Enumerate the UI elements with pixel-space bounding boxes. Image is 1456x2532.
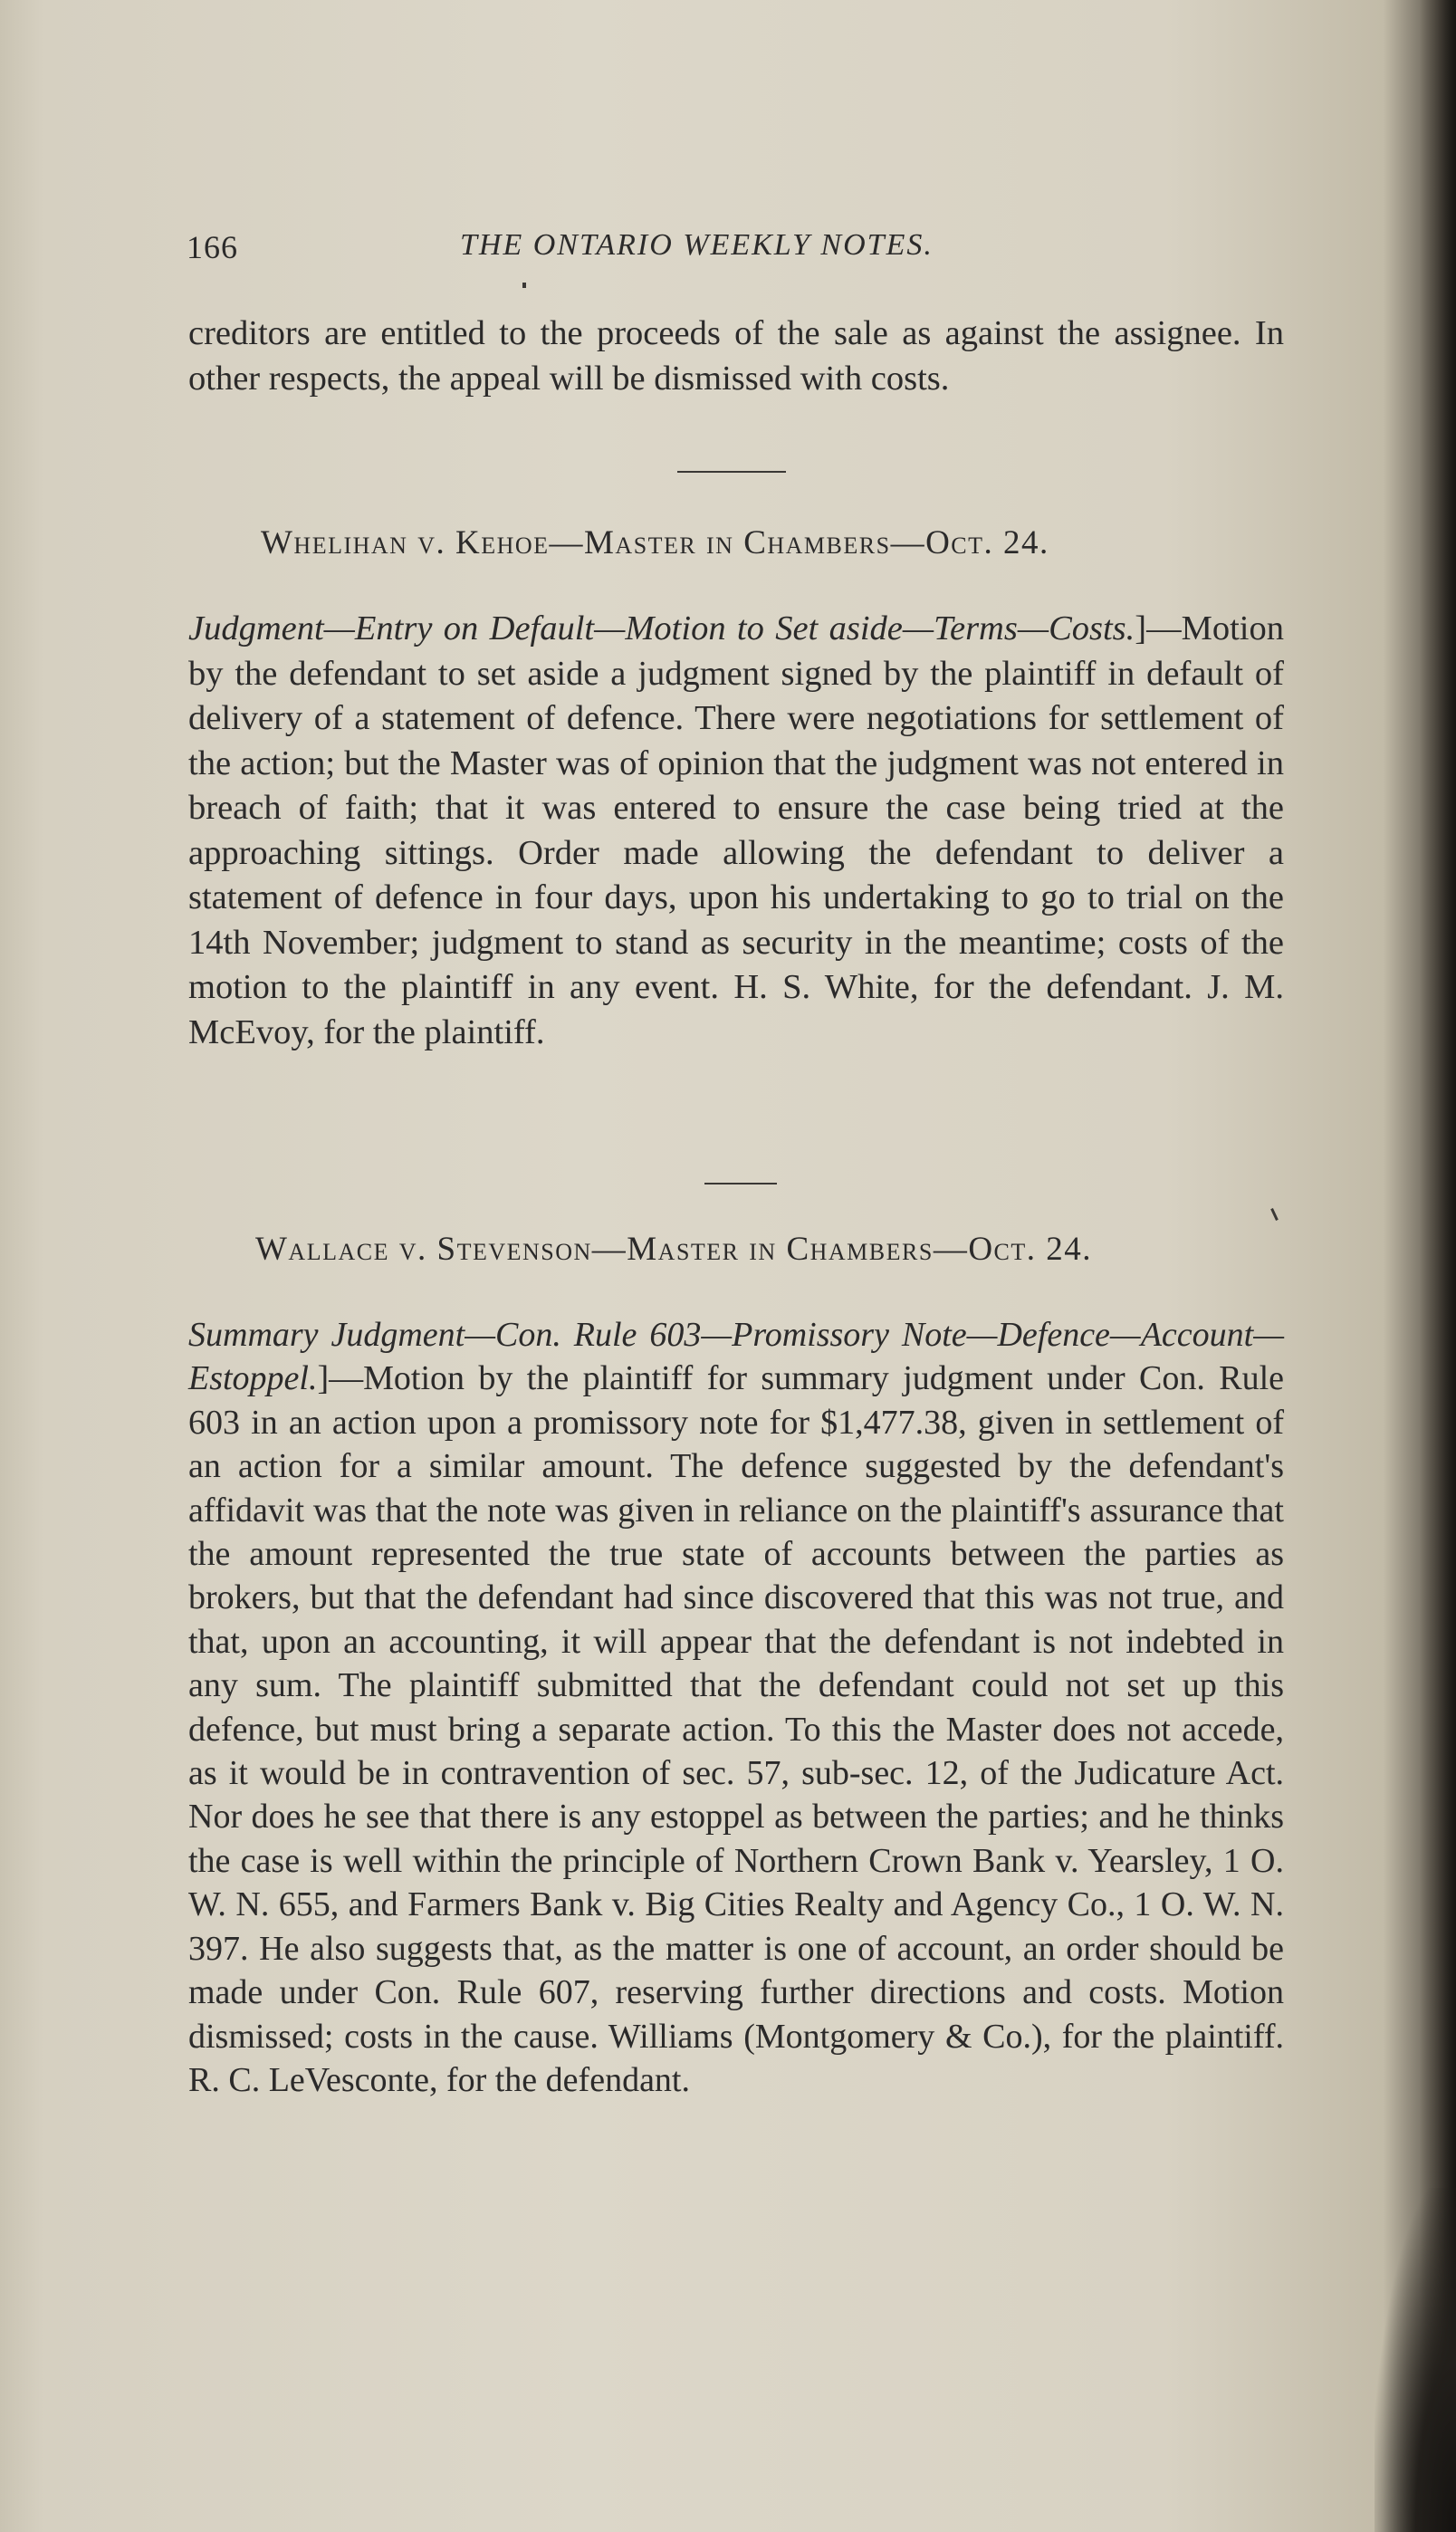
page-number: 166 — [187, 229, 238, 265]
section-divider — [704, 1183, 777, 1184]
running-head: THE ONTARIO WEEKLY NOTES. — [460, 228, 934, 262]
continuation-paragraph — [188, 312, 1284, 401]
case-body: ]—Motion by the plaintiff for summary judgment under Con. Rule 603 in an action upon a promissory note for $1,477.38, given in settlement of an action for a similar amount. The defence suggested by the defendant's affidavit was that the note was given in reliance on the plaintiff's assurance that the amount represented the true state of accounts between the parties as brokers, but that the defendant had since discovered that this was not true, and that, upon an accounting, it will appear that the defendant is not indebted in any sum. The plaintiff submitted that the defendant could not set up this defence, but must bring a separate action. To this the Master does not accede, as it would be in contravention of sec. 57, sub-sec. 12, of the Judicature Act. Nor does he see that there is any estoppel as between the parties; and he thinks the case is well within the principle of Northern Crown Bank v. Yearsley, 1 O. W. N. 655, and Farmers Bank v. Big Cities Realty and Agency Co., 1 O. W. N. 397. He also suggests that, as the matter is one of account, an order should be made under Con. Rule 607, reserving further directions and costs. Motion dismissed; costs in the cause. Williams (Montgomery & Co.), for the plaintiff. R. C. LeVesconte, for the defendant. — [188, 1359, 1284, 2099]
print-speck — [1270, 1208, 1279, 1221]
section-divider — [677, 471, 786, 473]
case-body: ]—Motion by the defendant to set aside a judgment signed by the plaintiff in default of delivery of a statement of defence. There were negotiations for settlement of the action; but the Master was of opinion that the judgment was not entered in breach of faith; that it was entered to ensure the case being tried at the approaching sittings. Order made allowing the defendant to deliver a statement of defence in four days, upon his undertaking to go to trial on the 14th November; judgment to stand as security in the meantime; costs of the motion to the plaintiff in any event. H. S. White, for the defendant. J. M. McEvoy, for the plaintiff. — [188, 609, 1284, 1051]
page-corner-shadow — [1375, 2188, 1456, 2532]
case-catchwords: Judgment—Entry on Default—Motion to Set aside—Terms—Costs. — [188, 609, 1135, 647]
case-catchwords: Summary Judgment—Con. Rule 603—Promissory Note—Defence—Account—Estoppel. — [188, 1316, 1284, 1398]
case-paragraph — [188, 1313, 1284, 2102]
page-edge-shadow — [1420, 0, 1456, 2532]
page-header — [187, 228, 1291, 273]
continuation-text: creditors are entitled to the proceeds of the sale as against the assignee. In other respects, the appeal will be dismissed with costs. — [188, 314, 1284, 398]
case-heading: Whelihan v. Kehoe—Master in Chambers—Oct. 24. — [261, 524, 1049, 561]
case-heading: Wallace v. Stevenson—Master in Chambers—Oct. 24. — [255, 1231, 1093, 1268]
case-paragraph — [188, 607, 1284, 1055]
print-speck — [522, 283, 526, 288]
